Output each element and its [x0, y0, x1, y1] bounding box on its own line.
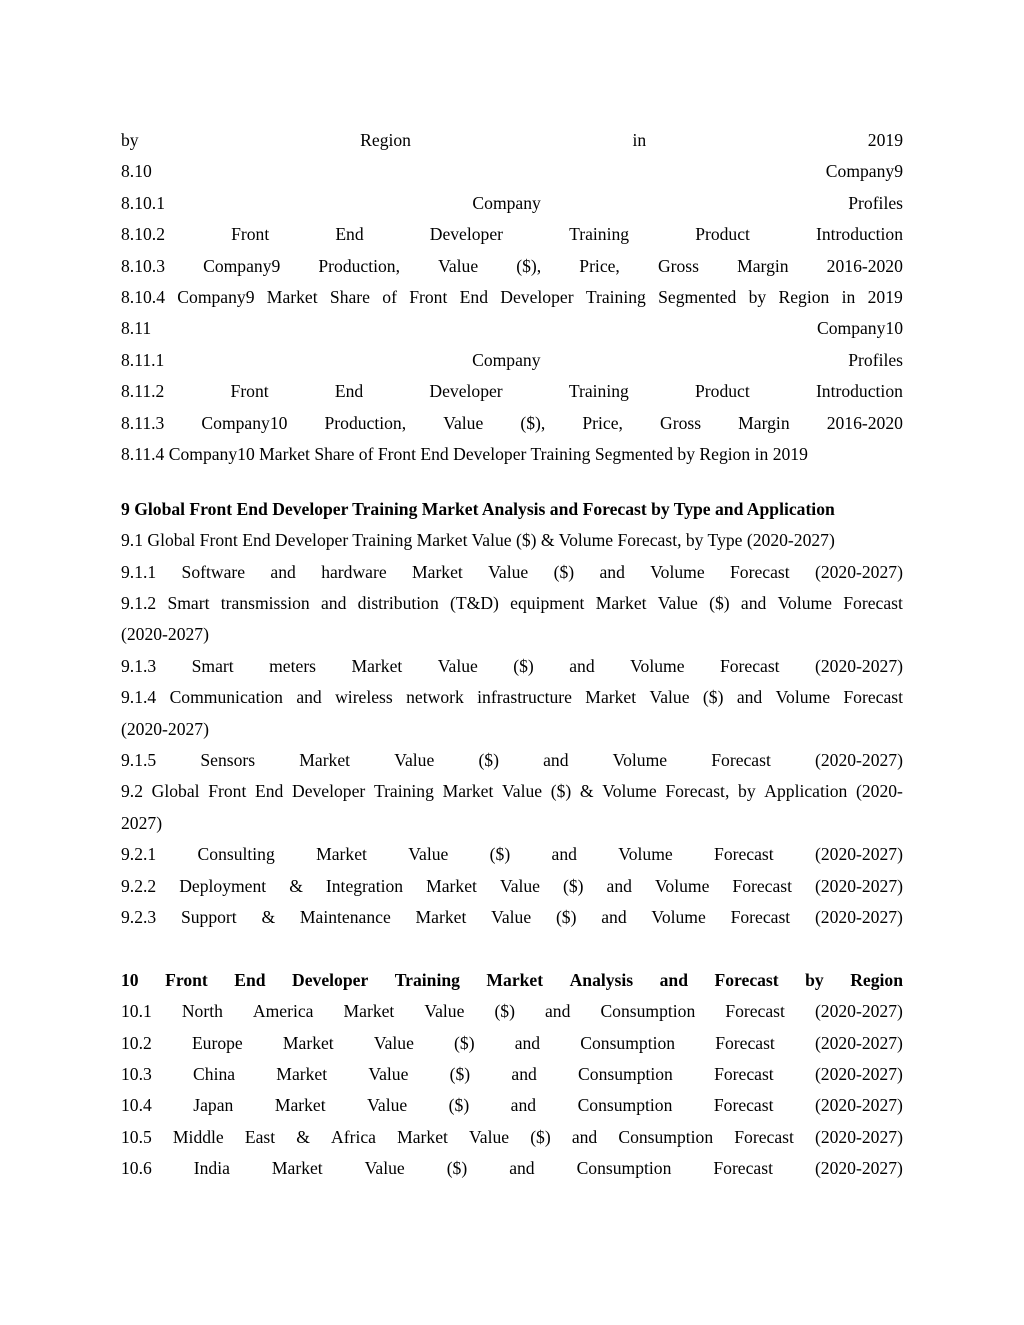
toc-word: Training	[373, 781, 434, 802]
toc-word: Segmented	[658, 286, 737, 307]
toc-word: Training	[585, 286, 646, 307]
toc-word: 10	[121, 969, 139, 990]
toc-word: Region	[778, 286, 830, 307]
toc-word: 8.10.1	[121, 192, 165, 213]
toc-line	[121, 219, 903, 250]
toc-word: and	[543, 750, 569, 771]
toc-word: Japan	[193, 1095, 234, 1116]
toc-word: Region	[850, 969, 903, 990]
toc-word: Market	[415, 906, 467, 927]
toc-word: (2020-2027)	[814, 1032, 903, 1053]
toc-word: Software	[181, 561, 246, 582]
toc-word: and	[601, 906, 627, 927]
toc-word: equipment	[510, 593, 585, 614]
toc-word: and	[606, 875, 632, 896]
toc-word: Application	[764, 781, 848, 802]
toc-word: Market	[282, 1032, 334, 1053]
toc-word: Value	[368, 1063, 409, 1084]
toc-word: Forecast	[714, 969, 779, 990]
toc-word: ($),	[516, 255, 542, 276]
toc-word: of	[382, 286, 397, 307]
toc-word: ($)	[550, 781, 572, 802]
toc-line	[121, 682, 903, 713]
toc-word: Product	[695, 381, 750, 402]
toc-word: ($)	[555, 906, 577, 927]
toc-word: Value	[443, 412, 484, 433]
toc-word: Developer	[500, 286, 574, 307]
toc-word: Consumption	[600, 1001, 696, 1022]
toc-word: Value	[649, 687, 690, 708]
toc-word: ($)	[446, 1158, 468, 1179]
toc-word: Consumption	[578, 1063, 673, 1084]
toc-word: ($)	[449, 1063, 471, 1084]
toc-word: Production,	[318, 255, 401, 276]
toc-word: Market	[343, 1001, 395, 1022]
toc-word: (2020-2027)	[815, 844, 903, 865]
toc-line: (2020-2027)	[121, 624, 209, 645]
toc-word: Forecast	[843, 687, 903, 708]
toc-word: Product	[695, 224, 750, 245]
toc-word: &	[261, 906, 276, 927]
toc-word: (T&D)	[450, 593, 499, 614]
toc-word: Front	[208, 781, 247, 802]
toc-word: 10.4	[121, 1095, 152, 1116]
toc-word: 8.11.3	[121, 412, 165, 433]
toc-word: by	[805, 969, 824, 990]
toc-word: China	[193, 1063, 236, 1084]
toc-word: Forecast	[715, 1032, 775, 1053]
toc-word: Market	[276, 1063, 328, 1084]
toc-word: End	[335, 224, 364, 245]
toc-word: ($)	[709, 593, 730, 614]
toc-word: Smart	[167, 593, 210, 614]
toc-word: 9.2.3	[121, 906, 157, 927]
toc-word: Profiles	[848, 192, 903, 213]
toc-word: hardware	[321, 561, 387, 582]
toc-word: Value	[408, 844, 449, 865]
toc-line	[121, 282, 903, 313]
toc-word: and	[571, 1126, 598, 1147]
toc-word: (2020-2027)	[814, 1095, 903, 1116]
toc-word: 2019	[867, 286, 903, 307]
toc-word: Volume	[630, 655, 685, 676]
toc-line	[121, 125, 903, 156]
toc-word: Forecast	[713, 1095, 774, 1116]
toc-word: distribution	[357, 593, 439, 614]
toc-word: East	[244, 1126, 276, 1147]
toc-line	[121, 902, 903, 933]
toc-word: Company	[472, 192, 541, 213]
toc-word: Developer	[429, 381, 503, 402]
toc-word: Margin	[737, 255, 789, 276]
toc-word: Forecast	[730, 561, 790, 582]
toc-line	[121, 745, 903, 776]
toc-word: Consumption	[576, 1158, 672, 1179]
toc-word: (2020-2027)	[815, 655, 903, 676]
toc-word: Forecast	[714, 844, 774, 865]
toc-word: and	[511, 1063, 537, 1084]
toc-word: Middle	[172, 1126, 224, 1147]
toc-word: transmission	[220, 593, 310, 614]
toc-word: Forecast	[730, 906, 791, 927]
toc-word: Forecast	[843, 593, 903, 614]
toc-section-heading: 9 Global Front End Developer Training Market Analysis and Forecast by Type and Application	[121, 498, 835, 519]
toc-word: Profiles	[848, 349, 903, 370]
toc-word: Value	[437, 655, 478, 676]
toc-word: Introduction	[815, 381, 903, 402]
toc-word: Price,	[579, 255, 620, 276]
toc-word: Value	[502, 781, 543, 802]
toc-word: Gross	[657, 255, 699, 276]
toc-word: Share	[329, 286, 370, 307]
toc-line	[121, 251, 903, 282]
toc-word: Value	[488, 561, 529, 582]
toc-word: Volume	[618, 844, 673, 865]
toc-word: Market	[397, 1126, 448, 1147]
toc-word: Market	[274, 1095, 326, 1116]
toc-word: 10.6	[121, 1158, 152, 1179]
toc-word: and	[509, 1158, 535, 1179]
toc-word: ($)	[702, 687, 724, 708]
toc-word: Company9	[825, 161, 903, 182]
toc-word: Forecast	[711, 750, 771, 771]
toc-word: &	[579, 781, 594, 802]
toc-word: and	[599, 561, 625, 582]
toc-word: Margin	[738, 412, 790, 433]
toc-line	[121, 871, 903, 902]
toc-word: Analysis	[569, 969, 634, 990]
section-spacer	[121, 470, 903, 494]
toc-word: 2016-2020	[826, 412, 903, 433]
toc-line	[121, 651, 903, 682]
toc-word: and	[514, 1032, 541, 1053]
toc-line	[121, 996, 903, 1027]
toc-word: Volume	[777, 593, 832, 614]
toc-word: Front	[165, 969, 208, 990]
toc-word: and	[569, 655, 595, 676]
toc-word: 9.2.1	[121, 844, 157, 865]
toc-word: and	[270, 561, 296, 582]
toc-word: 2016-2020	[826, 255, 903, 276]
toc-word: 8.11	[121, 318, 152, 339]
toc-word: 10.5	[121, 1126, 152, 1147]
toc-line	[121, 408, 903, 439]
toc-word: and	[740, 593, 767, 614]
toc-word: Developer	[292, 969, 369, 990]
toc-word: Region	[360, 130, 411, 150]
toc-word: Volume	[612, 750, 668, 771]
toc-word: wireless	[335, 687, 393, 708]
toc-word: Company	[472, 349, 541, 370]
toc-word: 8.11.2	[121, 381, 165, 402]
toc-word: Value	[499, 875, 540, 896]
toc-line	[121, 345, 903, 376]
toc-word: 8.10.4	[121, 286, 165, 307]
toc-word: and	[551, 844, 577, 865]
toc-word: Market	[266, 286, 318, 307]
toc-line: 2027)	[121, 812, 163, 833]
toc-line	[121, 557, 903, 588]
toc-word: ($)	[494, 1001, 515, 1022]
toc-word: 9.1.1	[121, 561, 157, 582]
toc-word: Forecast	[732, 875, 793, 896]
toc-word: and	[510, 1095, 537, 1116]
toc-word: Market	[316, 844, 367, 865]
toc-line: 9.1 Global Front End Developer Training Market Value ($) & Volume Forecast, by Type (2020-2027)	[121, 530, 835, 551]
toc-word: Europe	[191, 1032, 243, 1053]
toc-word: ($)	[489, 844, 511, 865]
toc-line	[121, 188, 903, 219]
toc-word: Consumption	[618, 1126, 714, 1147]
toc-word: Deployment	[179, 875, 267, 896]
toc-word: Gross	[660, 412, 702, 433]
toc-word: Global	[151, 781, 200, 802]
toc-word: 2019	[867, 130, 903, 150]
toc-word: Value	[438, 255, 479, 276]
toc-word: Support	[180, 906, 237, 927]
toc-word: Consulting	[197, 844, 275, 865]
toc-line	[121, 839, 903, 870]
toc-word: Value	[373, 1032, 414, 1053]
toc-word: (2020-2027)	[814, 1126, 903, 1147]
section-spacer	[121, 933, 903, 964]
toc-word: Integration	[325, 875, 404, 896]
toc-word: Developer	[429, 224, 504, 245]
toc-word: 9.2.2	[121, 875, 157, 896]
toc-word: Market	[271, 1158, 323, 1179]
toc-word: ($)	[448, 1095, 470, 1116]
toc-word: Forecast	[719, 655, 780, 676]
toc-word: ($)	[530, 1126, 551, 1147]
toc-word: 9.1.3	[121, 655, 157, 676]
toc-word: Introduction	[816, 224, 903, 245]
toc-word: North	[181, 1001, 223, 1022]
toc-word: Company9	[203, 255, 281, 276]
toc-word: Company10	[201, 412, 288, 433]
toc-line	[121, 1090, 903, 1121]
toc-word: Value	[394, 750, 435, 771]
toc-word: ($),	[520, 412, 546, 433]
toc-word: Communication	[169, 687, 283, 708]
toc-line	[121, 1059, 903, 1090]
toc-word: ($)	[454, 1032, 475, 1053]
toc-word: Market	[585, 687, 637, 708]
toc-word: Market	[442, 781, 494, 802]
toc-word: 9.1.5	[121, 750, 157, 771]
toc-word: ($)	[513, 655, 534, 676]
toc-word: ($)	[478, 750, 499, 771]
toc-word: 8.10	[121, 161, 152, 182]
toc-word: (2020-2027)	[814, 1001, 903, 1022]
toc-word: Training	[394, 969, 460, 990]
toc-word: Value	[424, 1001, 465, 1022]
toc-word: Forecast	[734, 1126, 794, 1147]
toc-word: Forecast	[714, 1063, 774, 1084]
toc-word: (2020-2027)	[814, 1158, 903, 1179]
toc-word: End	[334, 381, 364, 402]
toc-line: (2020-2027)	[121, 718, 209, 739]
toc-word: (2020-2027)	[814, 1063, 903, 1084]
toc-word: Consumption	[580, 1032, 676, 1053]
toc-word: Market	[486, 969, 544, 990]
toc-word: by	[748, 286, 767, 307]
toc-word: Price,	[582, 412, 623, 433]
toc-word: ($)	[553, 561, 575, 582]
toc-line	[121, 588, 903, 619]
toc-line	[121, 313, 903, 344]
toc-word: End	[459, 286, 488, 307]
toc-line	[121, 1153, 903, 1184]
toc-word: 8.11.1	[121, 349, 165, 370]
toc-word: 8.10.2	[121, 224, 165, 245]
toc-word: 9.1.2	[121, 593, 157, 614]
toc-word: 10.1	[121, 1001, 152, 1022]
toc-word: Forecast	[713, 1158, 773, 1179]
toc-word: 10.2	[121, 1032, 152, 1053]
toc-word: Production,	[324, 412, 407, 433]
toc-word: End	[234, 969, 266, 990]
toc-word: Company10	[816, 318, 903, 339]
toc-word: Training	[569, 224, 630, 245]
toc-line	[121, 376, 903, 407]
toc-word: Sensors	[200, 750, 256, 771]
toc-word: Volume	[654, 875, 710, 896]
toc-word: Company9	[177, 286, 255, 307]
toc-word: (2020-	[856, 781, 903, 802]
toc-word: and	[659, 969, 688, 990]
toc-word: America	[252, 1001, 314, 1022]
toc-word: Volume	[651, 906, 706, 927]
toc-word: (2020-2027)	[814, 561, 903, 582]
toc-word: Forecast	[725, 1001, 785, 1022]
toc-word: Value	[657, 593, 698, 614]
toc-line	[121, 1028, 903, 1059]
toc-word: Consumption	[577, 1095, 673, 1116]
toc-word: Africa	[331, 1126, 376, 1147]
toc-word: and	[736, 687, 763, 708]
toc-word: India	[193, 1158, 230, 1179]
toc-word: Market	[412, 561, 463, 582]
toc-word: Smart	[191, 655, 234, 676]
toc-word: 10.3	[121, 1063, 152, 1084]
toc-word: and	[545, 1001, 571, 1022]
toc-word: Volume	[602, 781, 657, 802]
toc-section-heading	[121, 965, 903, 996]
toc-word: and	[320, 593, 347, 614]
toc-word: in	[632, 130, 647, 150]
toc-word: Market	[299, 750, 351, 771]
toc-line	[121, 776, 903, 807]
toc-word: (2020-2027)	[815, 750, 903, 771]
toc-word: &	[289, 875, 303, 896]
toc-word: Value	[491, 906, 532, 927]
toc-line	[121, 1122, 903, 1153]
toc-word: (2020-2027)	[815, 875, 903, 896]
toc-word: Maintenance	[299, 906, 391, 927]
toc-word: Value	[367, 1095, 408, 1116]
toc-word: infrastructure	[477, 687, 572, 708]
toc-line	[121, 156, 903, 187]
toc-word: Market	[351, 655, 403, 676]
toc-word: Volume	[650, 561, 705, 582]
document-page	[121, 125, 903, 1184]
toc-word: ($)	[563, 875, 584, 896]
toc-word: &	[296, 1126, 310, 1147]
toc-word: Developer	[292, 781, 366, 802]
toc-word: meters	[269, 655, 317, 676]
toc-word: Value	[469, 1126, 510, 1147]
toc-word: Front	[409, 286, 448, 307]
toc-word: Front	[230, 381, 269, 402]
toc-word: 9.2	[121, 781, 143, 802]
toc-word: End	[255, 781, 284, 802]
toc-word: Market	[595, 593, 647, 614]
toc-line: 8.11.4 Company10 Market Share of Front End Developer Training Segmented by Region in 2019	[121, 443, 808, 464]
toc-word: and	[296, 687, 322, 708]
toc-word: in	[841, 286, 856, 307]
toc-word: by	[121, 130, 139, 150]
toc-word: by	[738, 781, 756, 802]
toc-word: Front	[231, 224, 270, 245]
toc-word: 8.10.3	[121, 255, 165, 276]
toc-word: 9.1.4	[121, 687, 157, 708]
toc-word: (2020-2027)	[814, 906, 903, 927]
toc-word: Value	[364, 1158, 405, 1179]
toc-word: Market	[426, 875, 477, 896]
toc-word: network	[406, 687, 464, 708]
toc-word: Volume	[775, 687, 831, 708]
toc-word: Training	[568, 381, 629, 402]
toc-word: Forecast,	[665, 781, 730, 802]
